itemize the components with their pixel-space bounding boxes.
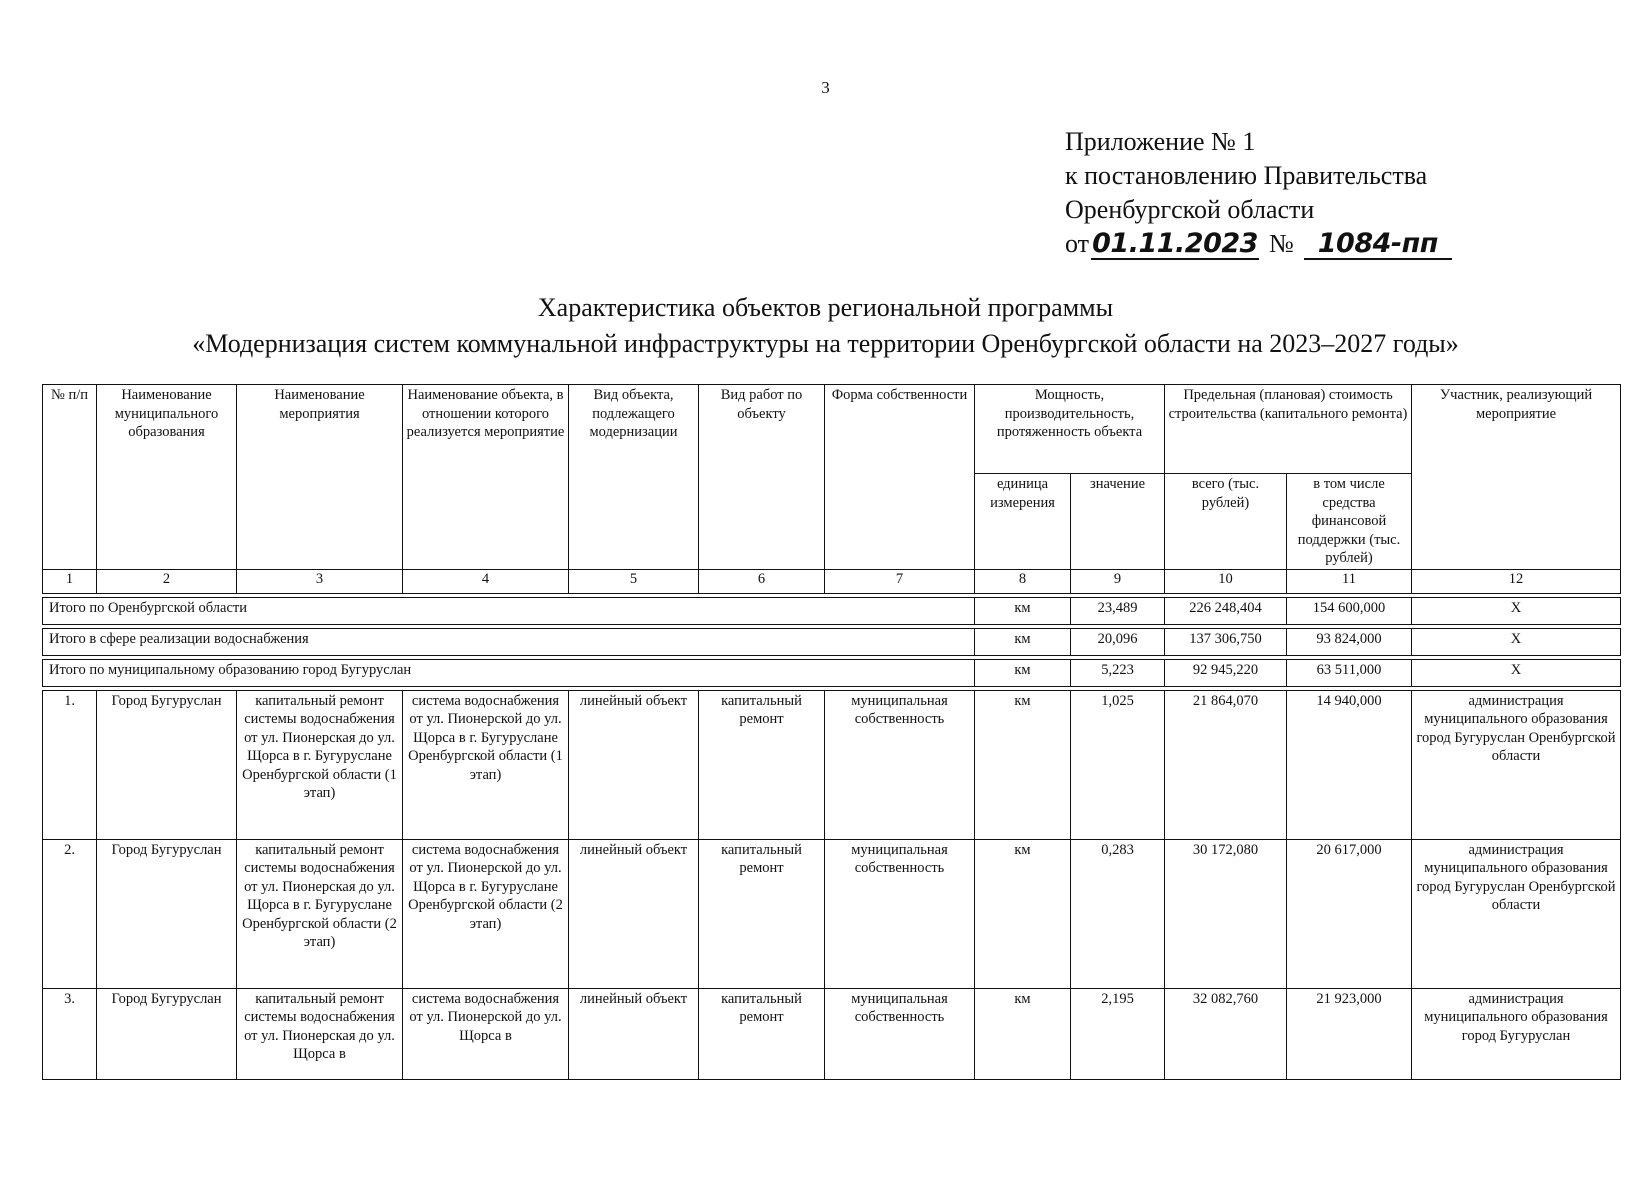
appendix-line-3: Оренбургской области (1065, 195, 1315, 224)
header-municipality: Наименование муниципального образования (97, 385, 237, 570)
total-cost: 226 248,404 (1165, 597, 1287, 624)
total-participant: Х (1412, 597, 1621, 624)
appendix-line-2: к постановлению Правительства (1065, 161, 1428, 190)
cell-ownership: муниципальная собственность (825, 988, 975, 1079)
total-unit: км (975, 628, 1071, 655)
column-number: 8 (975, 569, 1071, 593)
cell-municipality: Город Бугуруслан (97, 988, 237, 1079)
header-cost: Предельная (плановая) стоимость строительства (капитального ремонта) (1165, 385, 1412, 474)
cell-participant: администрация муниципального образования город Бугуруслан Оренбургской области (1412, 690, 1621, 839)
header-total: всего (тыс. рублей) (1165, 474, 1287, 570)
column-number: 9 (1071, 569, 1165, 593)
appendix-line-1: Приложение № 1 (1065, 127, 1256, 156)
header-capacity: Мощность, производительность, протяженность объекта (975, 385, 1165, 474)
total-support: 154 600,000 (1287, 597, 1412, 624)
header-unit: единица измерения (975, 474, 1071, 570)
total-cost: 92 945,220 (1165, 659, 1287, 686)
total-label: Итого в сфере реализации водоснабжения (43, 628, 975, 655)
total-row-buguruslan (43, 659, 1621, 686)
cell-total: 32 082,760 (1165, 988, 1287, 1079)
document-title (0, 290, 1651, 362)
number-label: № (1269, 229, 1294, 258)
cell-value: 1,025 (1071, 690, 1165, 839)
total-support: 63 511,000 (1287, 659, 1412, 686)
cell-event: капитальный ремонт системы водоснабжения от ул. Пионерская до ул. Щорса в г. Бугуруслане Оренбургской области (1 этап) (237, 690, 403, 839)
header-object-type: Вид объекта, подлежащего модернизации (569, 385, 699, 570)
cell-total: 21 864,070 (1165, 690, 1287, 839)
title-line-2: «Модернизация систем коммунальной инфраструктуры на территории Оренбургской области на 2023–2027 годы» (192, 329, 1459, 358)
column-number: 1 (43, 569, 97, 593)
column-number: 7 (825, 569, 975, 593)
cell-unit: км (975, 839, 1071, 988)
total-value: 20,096 (1071, 628, 1165, 655)
header-event: Наименование мероприятия (237, 385, 403, 570)
cell-support: 21 923,000 (1287, 988, 1412, 1079)
total-unit: км (975, 659, 1071, 686)
cell-ownership: муниципальная собственность (825, 690, 975, 839)
cell-event: капитальный ремонт системы водоснабжения от ул. Пионерская до ул. Щорса в г. Бугуруслане Оренбургской области (2 этап) (237, 839, 403, 988)
header-object: Наименование объекта, в отношении которого реализуется мероприятие (403, 385, 569, 570)
table-row (43, 839, 1621, 988)
header-num: № п/п (43, 385, 97, 570)
total-row-region (43, 597, 1621, 624)
total-participant: Х (1412, 628, 1621, 655)
cell-municipality: Город Бугуруслан (97, 690, 237, 839)
title-line-1: Характеристика объектов региональной программы (537, 293, 1114, 322)
cell-work-type: капитальный ремонт (699, 839, 825, 988)
column-number: 4 (403, 569, 569, 593)
cell-unit: км (975, 690, 1071, 839)
cell-work-type: капитальный ремонт (699, 988, 825, 1079)
objects-table (42, 384, 1621, 1080)
cell-value: 2,195 (1071, 988, 1165, 1079)
header-work-type: Вид работ по объекту (699, 385, 825, 570)
header-support: в том числе средства финансовой поддержки (тыс. рублей) (1287, 474, 1412, 570)
table-row (43, 690, 1621, 839)
column-number: 5 (569, 569, 699, 593)
cell-work-type: капитальный ремонт (699, 690, 825, 839)
table-row (43, 988, 1621, 1079)
cell-object-type: линейный объект (569, 839, 699, 988)
cell-num: 2. (43, 839, 97, 988)
total-value: 23,489 (1071, 597, 1165, 624)
cell-participant: администрация муниципального образования город Бугуруслан Оренбургской области (1412, 839, 1621, 988)
total-value: 5,223 (1071, 659, 1165, 686)
appendix-block (1065, 125, 1452, 261)
total-label: Итого по муниципальному образованию город Бугуруслан (43, 659, 975, 686)
column-number: 12 (1412, 569, 1621, 593)
total-participant: Х (1412, 659, 1621, 686)
column-number: 6 (699, 569, 825, 593)
cell-object: система водоснабжения от ул. Пионерской до ул. Щорса в г. Бугуруслане Оренбургской области (2 этап) (403, 839, 569, 988)
cell-support: 14 940,000 (1287, 690, 1412, 839)
cell-object-type: линейный объект (569, 988, 699, 1079)
column-numbers-row (43, 569, 1621, 593)
cell-num: 1. (43, 690, 97, 839)
header-row-1 (43, 385, 1621, 474)
cell-object: система водоснабжения от ул. Пионерской до ул. Щорса в г. Бугуруслане Оренбургской области (1 этап) (403, 690, 569, 839)
cell-municipality: Город Бугуруслан (97, 839, 237, 988)
column-number: 10 (1165, 569, 1287, 593)
column-number: 3 (237, 569, 403, 593)
header-value: значение (1071, 474, 1165, 570)
cell-participant: администрация муниципального образования город Бугуруслан (1412, 988, 1621, 1079)
header-participant: Участник, реализующий мероприятие (1412, 385, 1621, 570)
cell-unit: км (975, 988, 1071, 1079)
total-row-water (43, 628, 1621, 655)
page-number: 3 (821, 78, 830, 97)
from-label: от (1065, 229, 1090, 258)
cell-total: 30 172,080 (1165, 839, 1287, 988)
cell-object: система водоснабжения от ул. Пионерской до ул. Щорса в (403, 988, 569, 1079)
total-support: 93 824,000 (1287, 628, 1412, 655)
total-label: Итого по Оренбургской области (43, 597, 975, 624)
column-number: 11 (1287, 569, 1412, 593)
handwritten-date: 01.11.2023 (1092, 228, 1258, 259)
cell-num: 3. (43, 988, 97, 1079)
total-unit: км (975, 597, 1071, 624)
handwritten-number: 1084-пп (1304, 230, 1452, 260)
appendix-date-line (1065, 227, 1452, 261)
cell-value: 0,283 (1071, 839, 1165, 988)
total-cost: 137 306,750 (1165, 628, 1287, 655)
cell-object-type: линейный объект (569, 690, 699, 839)
header-ownership: Форма собственности (825, 385, 975, 570)
cell-ownership: муниципальная собственность (825, 839, 975, 988)
cell-support: 20 617,000 (1287, 839, 1412, 988)
cell-event: капитальный ремонт системы водоснабжения от ул. Пионерская до ул. Щорса в (237, 988, 403, 1079)
column-number: 2 (97, 569, 237, 593)
